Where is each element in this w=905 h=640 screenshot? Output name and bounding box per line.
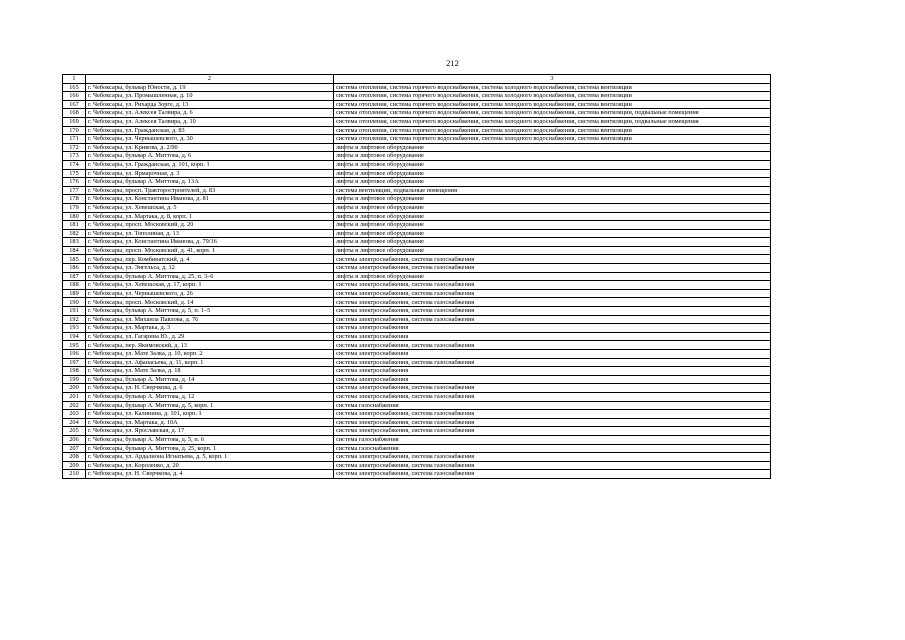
table-row: [63, 178, 771, 187]
row-systems: система электроснабжения, система газоснабжения: [334, 264, 771, 273]
row-systems: лифты и лифтовое оборудование: [334, 229, 771, 238]
row-number: 210: [63, 470, 86, 479]
table-row: [63, 367, 771, 376]
row-systems: система газоснабжения: [334, 401, 771, 410]
row-address: г. Чебоксары, ул. Мартака, д. 10А: [86, 418, 334, 427]
row-number: 197: [63, 358, 86, 367]
row-systems: система отопления, система горячего водоснабжения, система холодного водоснабжения, система вентиляции: [334, 83, 771, 92]
row-address: г. Чебоксары, ул. Чернышевского, д. 30: [86, 135, 334, 144]
row-address: г. Чебоксары, ул. Мартака, д. 3: [86, 324, 334, 333]
row-address: г. Чебоксары, бульвар А. Миттова, д. 14: [86, 375, 334, 384]
table-row: [63, 392, 771, 401]
row-address: г. Чебоксары, ул. Ардалиона Игнатьева, д. 5, корп. 1: [86, 453, 334, 462]
table-row: [63, 169, 771, 178]
row-number: 188: [63, 281, 86, 290]
row-address: г. Чебоксары, ул. Ярославская, д. 17: [86, 427, 334, 436]
table-row: [63, 384, 771, 393]
table-row: [63, 307, 771, 316]
row-systems: система электроснабжения, система газоснабжения: [334, 341, 771, 350]
row-number: 200: [63, 384, 86, 393]
row-address: г. Чебоксары, ул. Мате Залка, д. 18: [86, 367, 334, 376]
table-row: [63, 281, 771, 290]
row-address: г. Чебоксары, ул. Кривова, д. 2/90: [86, 143, 334, 152]
row-systems: система электроснабжения, система газоснабжения: [334, 470, 771, 479]
row-systems: система электроснабжения, система газоснабжения: [334, 358, 771, 367]
row-number: 177: [63, 186, 86, 195]
table-row: [63, 160, 771, 169]
row-systems: система электроснабжения, система газоснабжения: [334, 289, 771, 298]
table-row: [63, 221, 771, 230]
row-number: 185: [63, 255, 86, 264]
row-systems: система электроснабжения, система газоснабжения: [334, 453, 771, 462]
table-row: [63, 203, 771, 212]
table-row: [63, 152, 771, 161]
table-row: [63, 143, 771, 152]
table-row: [63, 375, 771, 384]
row-systems: система отопления, система горячего водоснабжения, система холодного водоснабжения, система вентиляции, подвальные помещения: [334, 109, 771, 118]
row-address: г. Чебоксары, просп. Тракторостроителей, д. 83: [86, 186, 334, 195]
table-row: [63, 92, 771, 101]
table-row: [63, 186, 771, 195]
row-address: г. Чебоксары, ул. Н. Сверчкова, д. 4: [86, 470, 334, 479]
row-systems: система электроснабжения: [334, 332, 771, 341]
row-number: 187: [63, 272, 86, 281]
row-number: 179: [63, 203, 86, 212]
row-address: г. Чебоксары, ул. Михаила Павлова, д. 76: [86, 315, 334, 324]
row-address: г. Чебоксары, ул. Афанасьева, д. 11, корп. 1: [86, 358, 334, 367]
row-systems: система электроснабжения, система газоснабжения: [334, 427, 771, 436]
row-address: г. Чебоксары, ул. Мате Залка, д. 10, корп. 2: [86, 350, 334, 359]
row-number: 168: [63, 109, 86, 118]
row-systems: система отопления, система горячего водоснабжения, система холодного водоснабжения, система вентиляции: [334, 100, 771, 109]
table-row: [63, 255, 771, 264]
table-row: [63, 418, 771, 427]
row-number: 181: [63, 221, 86, 230]
row-number: 173: [63, 152, 86, 161]
row-number: 175: [63, 169, 86, 178]
row-number: 199: [63, 375, 86, 384]
row-number: 203: [63, 410, 86, 419]
row-systems: система отопления, система горячего водоснабжения, система холодного водоснабжения, система вентиляции, подвальные помещения: [334, 117, 771, 126]
row-number: 184: [63, 246, 86, 255]
row-address: г. Чебоксары, ул. Алексея Талвира, д. 10: [86, 117, 334, 126]
row-systems: система электроснабжения: [334, 367, 771, 376]
table-row: [63, 238, 771, 247]
row-systems: лифты и лифтовое оборудование: [334, 169, 771, 178]
row-systems: система электроснабжения, система газоснабжения: [334, 307, 771, 316]
row-number: 202: [63, 401, 86, 410]
row-number: 195: [63, 341, 86, 350]
row-systems: система отопления, система горячего водоснабжения, система холодного водоснабжения, система вентиляции: [334, 126, 771, 135]
table-row: [63, 126, 771, 135]
row-systems: система вентиляции, подвальные помещения: [334, 186, 771, 195]
table-row: [63, 195, 771, 204]
row-number: 191: [63, 307, 86, 316]
row-systems: лифты и лифтовое оборудование: [334, 238, 771, 247]
row-systems: система газоснабжения: [334, 435, 771, 444]
row-systems: лифты и лифтовое оборудование: [334, 195, 771, 204]
table-row: [63, 453, 771, 462]
row-address: г. Чебоксары, ул. Алексея Талвира, д. 6: [86, 109, 334, 118]
row-address: г. Чебоксары, ул. Мартака, д. 8, корп. 1: [86, 212, 334, 221]
row-number: 176: [63, 178, 86, 187]
row-systems: система электроснабжения, система газоснабжения: [334, 281, 771, 290]
row-systems: система электроснабжения, система газоснабжения: [334, 255, 771, 264]
row-address: г. Чебоксары, ул. Ярмарочная, д. 3: [86, 169, 334, 178]
row-address: г. Чебоксары, бульвар А. Миттова, д. 25, корп. 1: [86, 444, 334, 453]
row-address: г. Чебоксары, ул. Хевешская, д. 5: [86, 203, 334, 212]
table-row: [63, 427, 771, 436]
table-row: [63, 358, 771, 367]
row-address: г. Чебоксары, просп. Московский, д. 14: [86, 298, 334, 307]
table-row: [63, 461, 771, 470]
row-number: 186: [63, 264, 86, 273]
table-row: [63, 444, 771, 453]
row-number: 189: [63, 289, 86, 298]
row-number: 167: [63, 100, 86, 109]
row-address: г. Чебоксары, пер. Комбинатский, д. 4: [86, 255, 334, 264]
row-systems: система отопления, система горячего водоснабжения, система холодного водоснабжения, система вентиляции: [334, 92, 771, 101]
table-row: [63, 435, 771, 444]
row-number: 190: [63, 298, 86, 307]
table-row: [63, 470, 771, 479]
row-address: г. Чебоксары, ул. Гражданская, д. 101, корп. 1: [86, 160, 334, 169]
row-number: 206: [63, 435, 86, 444]
row-number: 170: [63, 126, 86, 135]
row-address: г. Чебоксары, бульвар А. Миттова, д. 5, п. 1–5: [86, 307, 334, 316]
row-number: 208: [63, 453, 86, 462]
table-row: [63, 264, 771, 273]
row-address: г. Чебоксары, ул. Тополиная, д. 13: [86, 229, 334, 238]
table-row: [63, 315, 771, 324]
row-address: г. Чебоксары, ул. Рихарда Зорге, д. 13: [86, 100, 334, 109]
row-systems: система электроснабжения: [334, 324, 771, 333]
row-number: 192: [63, 315, 86, 324]
row-systems: система электроснабжения, система газоснабжения: [334, 418, 771, 427]
row-address: г. Чебоксары, бульвар А. Миттова, д. 12: [86, 392, 334, 401]
table-row: [63, 298, 771, 307]
row-systems: система электроснабжения: [334, 350, 771, 359]
row-systems: система электроснабжения, система газоснабжения: [334, 298, 771, 307]
row-number: 194: [63, 332, 86, 341]
row-systems: система электроснабжения, система газоснабжения: [334, 461, 771, 470]
row-number: 172: [63, 143, 86, 152]
table-row: [63, 332, 771, 341]
row-systems: лифты и лифтовое оборудование: [334, 178, 771, 187]
row-number: 205: [63, 427, 86, 436]
row-address: г. Чебоксары, просп. Московский, д. 20: [86, 221, 334, 230]
row-systems: лифты и лифтовое оборудование: [334, 246, 771, 255]
row-address: г. Чебоксары, ул. Гражданская, д. 83: [86, 126, 334, 135]
row-systems: лифты и лифтовое оборудование: [334, 143, 771, 152]
row-address: г. Чебоксары, ул. Чернышевского, д. 26: [86, 289, 334, 298]
row-number: 166: [63, 92, 86, 101]
page-number: 212: [446, 58, 459, 68]
table-row: [63, 341, 771, 350]
row-address: г. Чебоксары, бульвар Юности, д. 19: [86, 83, 334, 92]
row-address: г. Чебоксары, пер. Якимовский, д. 13: [86, 341, 334, 350]
row-number: 169: [63, 117, 86, 126]
row-address: г. Чебоксары, бульвар А. Миттова, д. 25, п. 3–6: [86, 272, 334, 281]
row-number: 183: [63, 238, 86, 247]
row-number: 198: [63, 367, 86, 376]
row-number: 178: [63, 195, 86, 204]
table-row: [63, 100, 771, 109]
table-row: [63, 350, 771, 359]
row-number: 171: [63, 135, 86, 144]
row-systems: лифты и лифтовое оборудование: [334, 152, 771, 161]
row-address: г. Чебоксары, ул. Константина Иванова, д. 79/16: [86, 238, 334, 247]
row-number: 174: [63, 160, 86, 169]
row-systems: система электроснабжения, система газоснабжения: [334, 410, 771, 419]
row-number: 182: [63, 229, 86, 238]
table-row: [63, 83, 771, 92]
row-address: г. Чебоксары, ул. Калинина, д. 101, корп. 1: [86, 410, 334, 419]
table-header-row: [63, 75, 771, 84]
row-number: 193: [63, 324, 86, 333]
table-row: [63, 410, 771, 419]
row-address: г. Чебоксары, ул. Хевешская, д. 17, корп. 1: [86, 281, 334, 290]
row-systems: система электроснабжения: [334, 375, 771, 384]
row-address: г. Чебоксары, бульвар А. Миттова, д. 5, п. 6: [86, 435, 334, 444]
table-row: [63, 135, 771, 144]
row-address: г. Чебоксары, ул. Константина Иванова, д. 81: [86, 195, 334, 204]
row-number: 180: [63, 212, 86, 221]
row-address: г. Чебоксары, ул. Промышленная, д. 10: [86, 92, 334, 101]
table-row: [63, 272, 771, 281]
row-number: 196: [63, 350, 86, 359]
table-row: [63, 229, 771, 238]
table-row: [63, 109, 771, 118]
row-number: 204: [63, 418, 86, 427]
column-header-3: 3: [334, 75, 771, 84]
row-number: 209: [63, 461, 86, 470]
row-address: г. Чебоксары, бульвар А. Миттова, д. 5, корп. 1: [86, 401, 334, 410]
row-systems: система отопления, система горячего водоснабжения, система холодного водоснабжения, система вентиляции: [334, 135, 771, 144]
row-number: 201: [63, 392, 86, 401]
row-systems: система газоснабжения: [334, 444, 771, 453]
row-address: г. Чебоксары, бульвар А. Миттова, д. 6: [86, 152, 334, 161]
table-row: [63, 324, 771, 333]
table-row: [63, 212, 771, 221]
column-header-1: 1: [63, 75, 86, 84]
document-table: [62, 74, 771, 479]
row-address: г. Чебоксары, ул. Н. Сверчкова, д. 6: [86, 384, 334, 393]
row-systems: система электроснабжения, система газоснабжения: [334, 315, 771, 324]
row-systems: система электроснабжения, система газоснабжения: [334, 384, 771, 393]
row-number: 207: [63, 444, 86, 453]
column-header-2: 2: [86, 75, 334, 84]
table-row: [63, 289, 771, 298]
table-row: [63, 246, 771, 255]
row-address: г. Чебоксары, просп. Московский, д. 41, корп. 1: [86, 246, 334, 255]
row-systems: лифты и лифтовое оборудование: [334, 212, 771, 221]
row-address: г. Чебоксары, ул. Энгельса, д. 12: [86, 264, 334, 273]
row-address: г. Чебоксары, ул. Гагарина Ю., д. 29: [86, 332, 334, 341]
row-address: г. Чебоксары, бульвар А. Миттова, д. 13А: [86, 178, 334, 187]
table-row: [63, 117, 771, 126]
row-systems: лифты и лифтовое оборудование: [334, 221, 771, 230]
row-address: г. Чебоксары, ул. Короленко, д. 20: [86, 461, 334, 470]
table-row: [63, 401, 771, 410]
row-systems: система электроснабжения, система газоснабжения: [334, 392, 771, 401]
row-systems: лифты и лифтовое оборудование: [334, 160, 771, 169]
row-systems: лифты и лифтовое оборудование: [334, 203, 771, 212]
row-number: 165: [63, 83, 86, 92]
row-systems: лифты и лифтовое оборудование: [334, 272, 771, 281]
